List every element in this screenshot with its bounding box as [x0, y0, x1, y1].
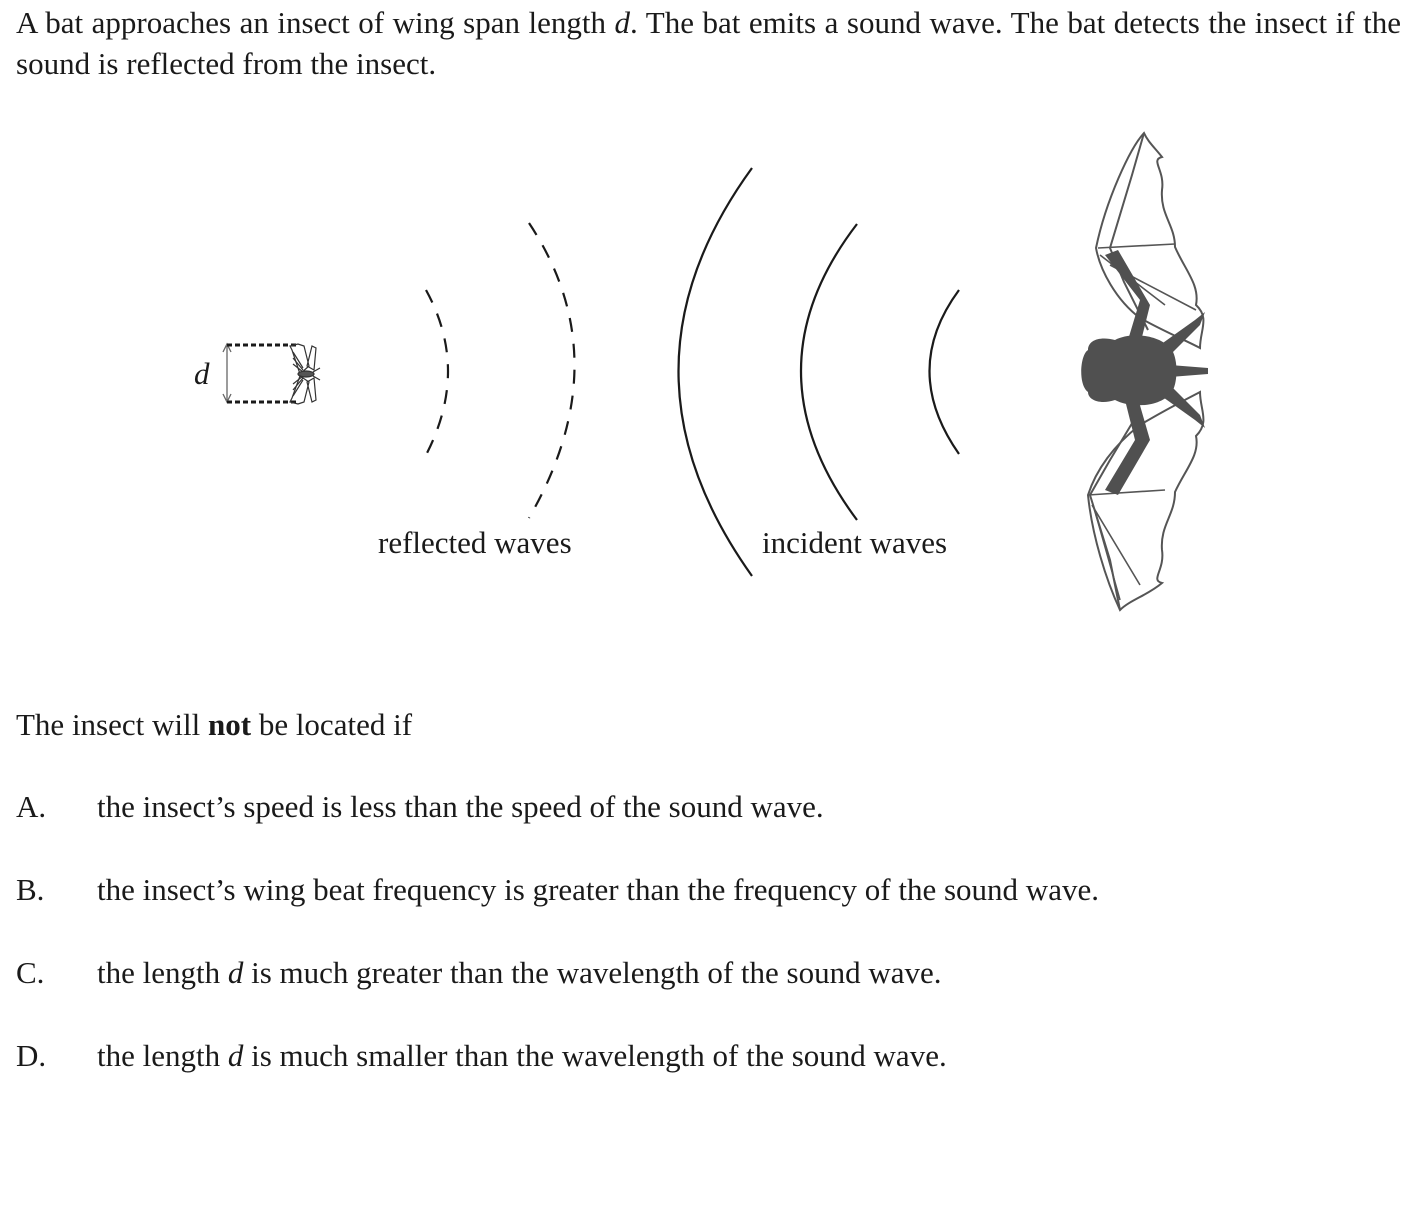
option-d-letter: D. — [16, 1038, 47, 1073]
option-c-text-post: is much greater than the wavelength of the sound wave. — [243, 955, 942, 990]
reflected-waves — [426, 223, 575, 518]
option-c-text-pre: the length — [97, 955, 228, 990]
option-a-letter: A. — [16, 789, 47, 824]
stem-text-2: . The bat emits a sound wave. The bat detects the insect if the sound is reflected from the insect. — [16, 5, 1401, 81]
option-c-variable-d: d — [227, 955, 244, 990]
incident-wave-arc-3 — [930, 290, 960, 454]
option-c-letter: C. — [16, 955, 45, 990]
reflected-wave-arc-2 — [529, 223, 575, 518]
option-d-text-post: is much smaller than the wavelength of the sound wave. — [243, 1038, 947, 1073]
stem-variable-d: d — [614, 5, 631, 40]
prompt-text-before: The insect will — [16, 707, 208, 742]
prompt-text-after: be located if — [251, 707, 413, 742]
option-d[interactable] — [16, 1035, 1386, 1118]
d-label: d — [194, 356, 210, 391]
prompt-bold-not: not — [207, 707, 252, 742]
option-b[interactable] — [16, 869, 1386, 952]
option-d-variable-d: d — [227, 1038, 244, 1073]
incident-waves-label: incident waves — [762, 525, 948, 560]
answer-options — [16, 786, 1386, 1118]
option-d-text — [97, 1035, 947, 1076]
question-prompt — [16, 704, 412, 745]
option-c-text — [97, 952, 942, 993]
incident-wave-arc-1 — [679, 168, 753, 576]
reflected-waves-label: reflected waves — [378, 525, 572, 560]
option-d-text-pre: the length — [97, 1038, 228, 1073]
question-stem — [16, 2, 1401, 84]
stem-text-1: A bat approaches an insect of wing span length — [16, 5, 615, 40]
option-a-text: the insect’s speed is less than the speed of the sound wave. — [97, 789, 824, 824]
reflected-wave-arc-1 — [426, 290, 448, 455]
incident-wave-arc-2 — [801, 224, 857, 520]
bat-icon — [1081, 133, 1208, 610]
moth-icon — [290, 344, 320, 404]
insect-figure — [194, 344, 320, 404]
option-c[interactable] — [16, 952, 1386, 1035]
option-a[interactable] — [16, 786, 1386, 869]
option-b-letter: B. — [16, 872, 45, 907]
incident-waves — [679, 168, 960, 576]
option-b-text: the insect’s wing beat frequency is greater than the frequency of the sound wave. — [97, 872, 1099, 907]
bat-insect-diagram — [0, 120, 1406, 620]
